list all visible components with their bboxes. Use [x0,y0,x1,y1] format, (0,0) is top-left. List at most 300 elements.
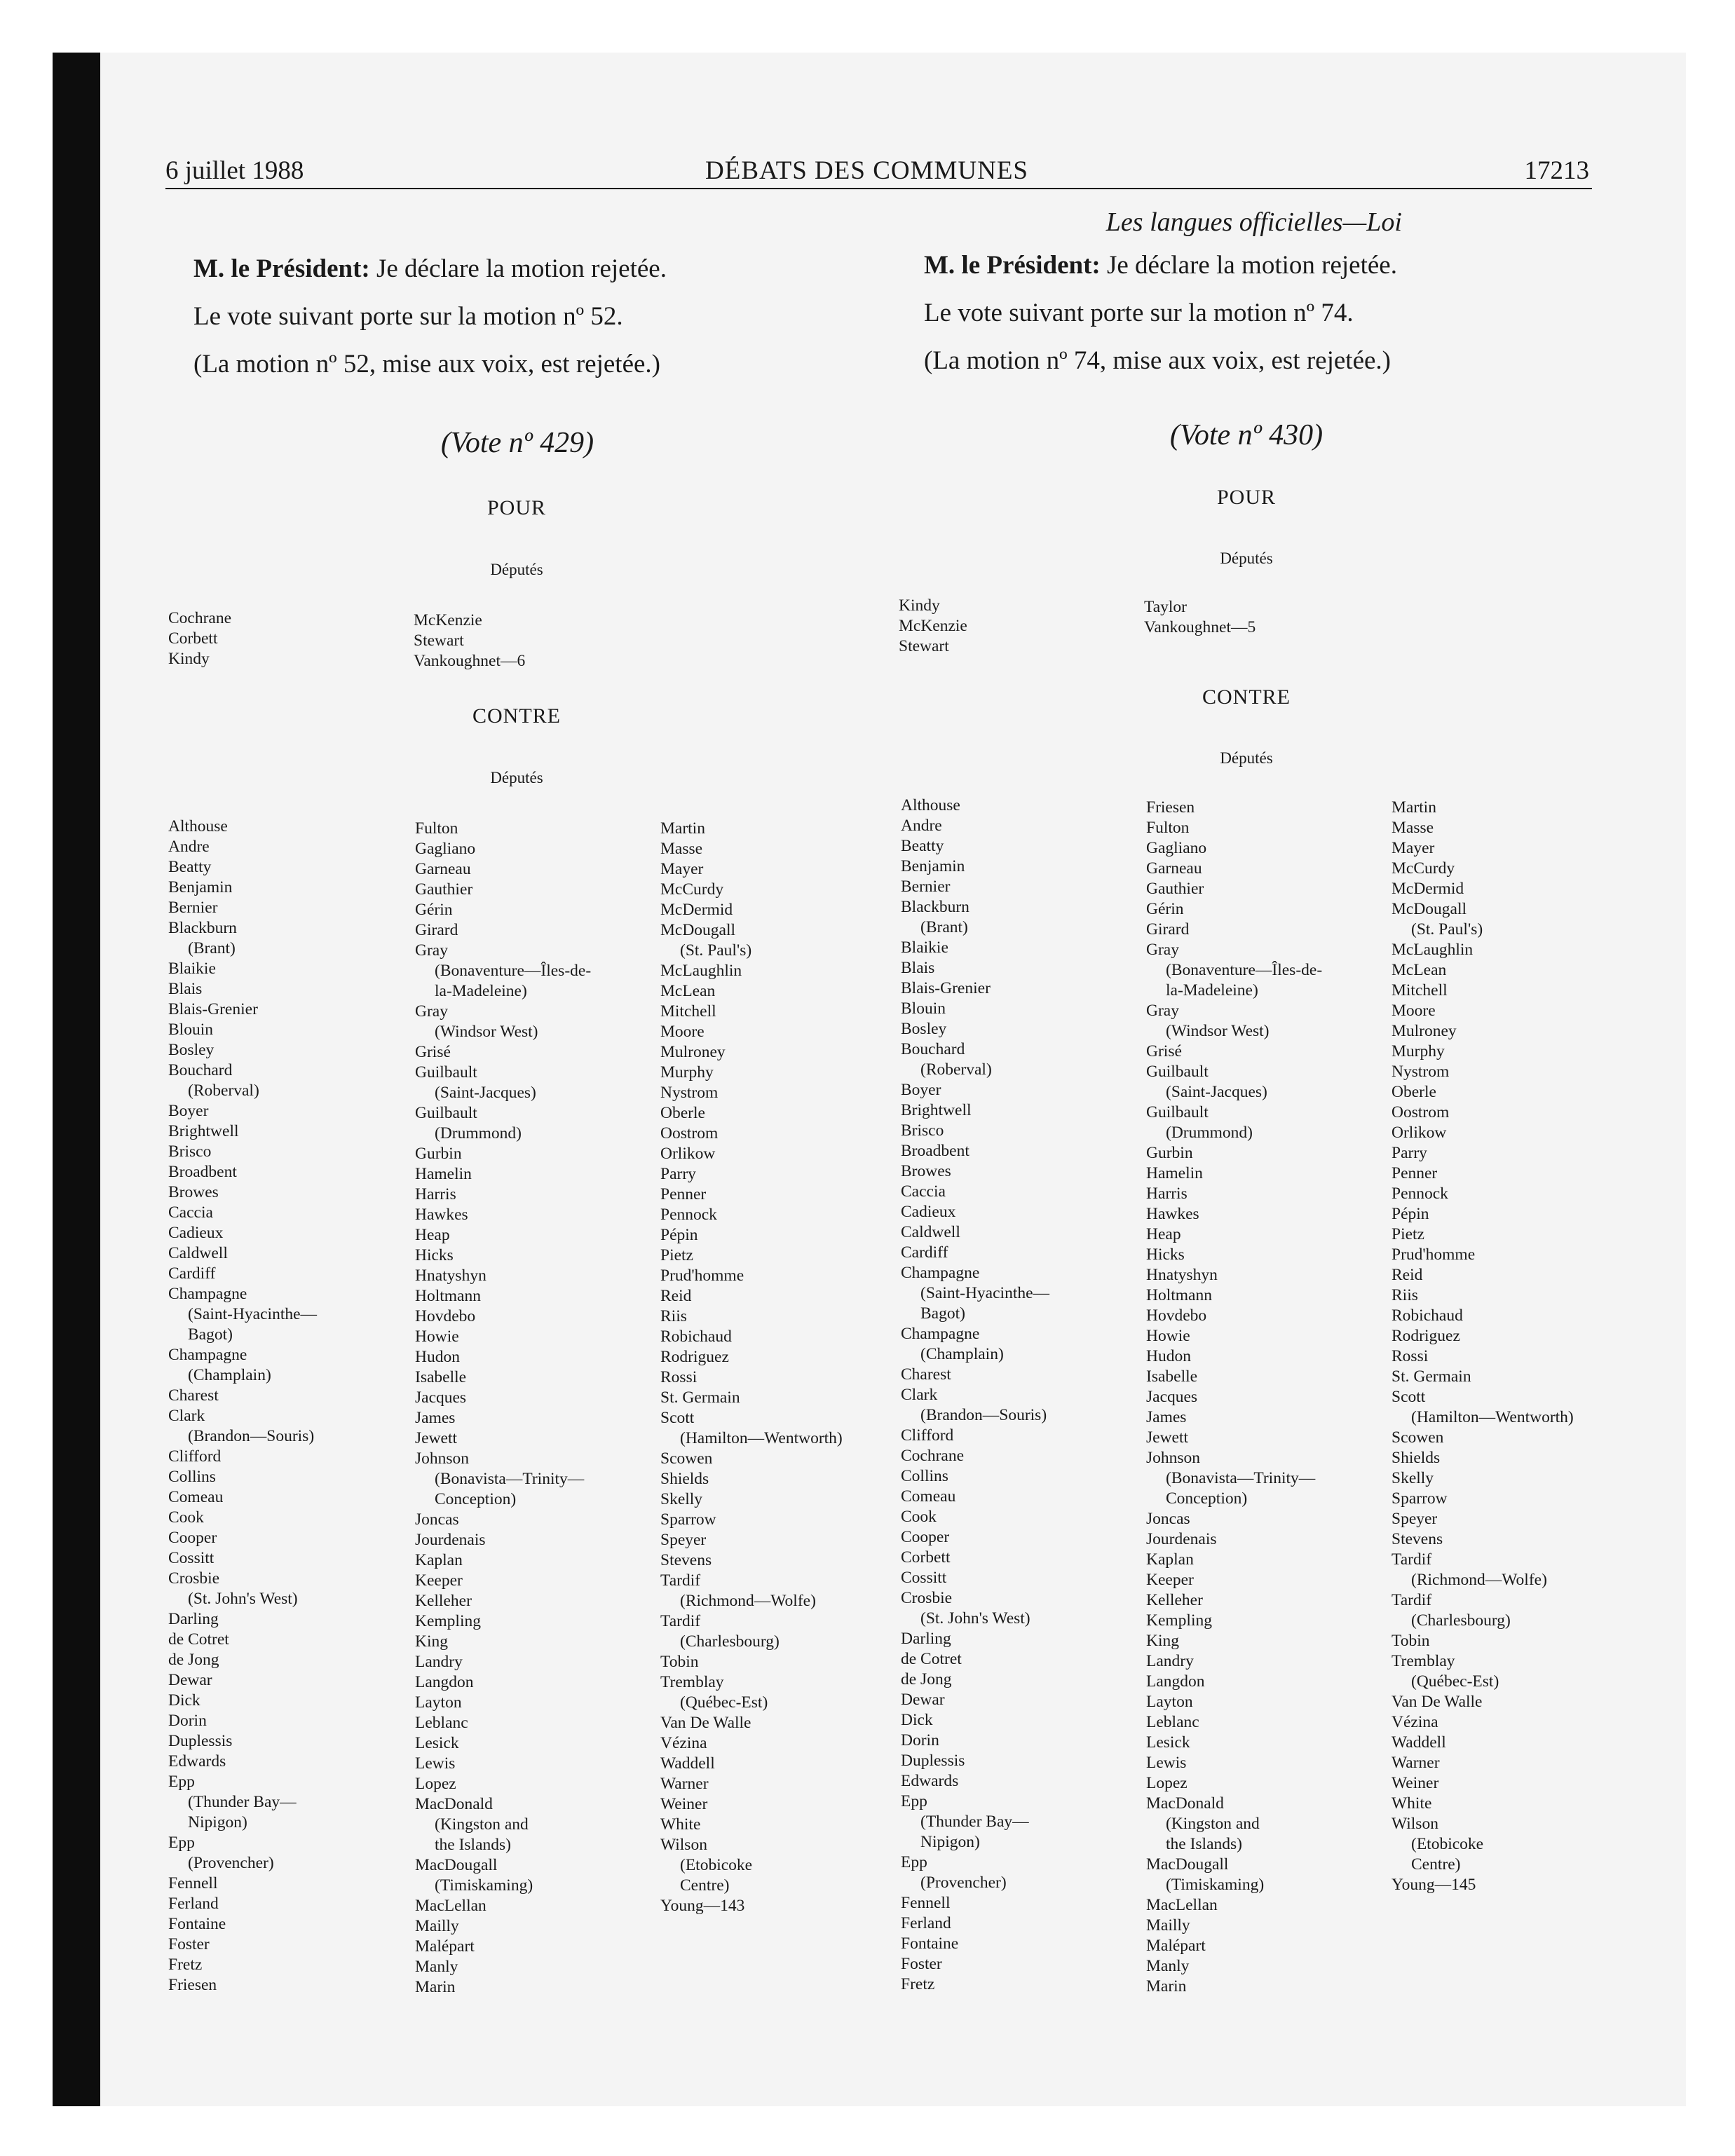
member-name: McCurdy [660,880,724,899]
left-speaker-name: M. le Président: [193,254,370,283]
right-pour-col-1 [899,596,967,657]
left-contre-col-2 [415,819,591,1998]
member-name: Epp [901,1792,927,1810]
member-name: McLaughlin [660,962,742,980]
member-name: Masse [660,840,703,858]
left-result-line: (La motion nº 52, mise aux voix, est rejetée.) [193,350,660,378]
member-name: Gérin [1146,900,1184,918]
member-name: Vézina [1392,1713,1438,1731]
member-name: Althouse [168,817,228,835]
member-name: Ferland [901,1914,951,1932]
member-name: (Brandon—Souris) [188,1427,315,1445]
member-name: Masse [1392,819,1434,837]
member-name: Conception) [1166,1489,1248,1508]
member-name: Leblanc [415,1714,468,1732]
member-name: Fulton [415,819,458,838]
member-name: Hamelin [415,1165,472,1183]
right-result-line: (La motion nº 74, mise aux voix, est rejetée.) [924,346,1391,375]
member-name: Grisé [415,1043,451,1061]
member-name: (Kingston and [435,1815,529,1834]
member-name: (Saint-Hyacinthe— [920,1284,1050,1302]
member-name: Cardiff [168,1264,216,1283]
member-name: MacDonald [1146,1794,1224,1813]
member-name: Mailly [415,1917,459,1935]
member-name: Dewar [901,1691,945,1709]
right-speaker-text: Je déclare la motion rejetée. [1100,251,1397,280]
member-name: Warner [660,1775,709,1793]
member-name: Kaplan [415,1551,463,1569]
member-name: Riis [660,1307,687,1325]
member-name: Waddell [1392,1733,1446,1752]
member-name: (Roberval) [188,1082,259,1100]
member-name: MacDougall [415,1856,498,1874]
member-name: (Thunder Bay— [188,1793,297,1811]
header-date: 6 juillet 1988 [165,156,304,185]
member-name: Martin [660,819,705,838]
member-name: Fretz [901,1975,935,1993]
member-name: McDermid [660,901,733,919]
member-name: Girard [1146,920,1190,939]
member-name: McDougall [1392,900,1467,918]
member-name: (Drummond) [1166,1124,1253,1142]
member-name: Cossitt [168,1549,215,1567]
member-name: Benjamin [901,857,965,875]
member-name: Oberle [660,1104,705,1122]
member-name: Champagne [901,1325,980,1343]
member-name: Scowen [1392,1428,1444,1447]
member-name: Bernier [901,878,951,896]
member-name: Grisé [1146,1042,1182,1060]
member-name: MacLellan [1146,1896,1218,1914]
member-name: Tardif [660,1571,701,1590]
left-vote-heading: (Vote nº 429) [440,427,594,459]
header-title: DÉBATS DES COMMUNES [705,156,1029,185]
member-name: Kempling [415,1612,481,1630]
member-name: Nystrom [1392,1063,1450,1081]
member-name: Young—145 [1392,1876,1476,1894]
member-name: Stevens [1392,1530,1443,1548]
member-name: Foster [901,1955,942,1973]
member-name: Murphy [1392,1042,1445,1060]
member-name: la-Madeleine) [435,982,527,1000]
right-vote-line: Le vote suivant porte sur la motion nº 74. [924,299,1354,327]
member-name: Lesick [1146,1733,1190,1752]
member-name: Tremblay [1392,1652,1455,1670]
member-name: Duplessis [168,1732,233,1750]
left-contre-col-3 [660,819,843,1916]
member-name: Hawkes [415,1206,468,1224]
member-name: Jewett [415,1429,458,1447]
member-name: Caccia [901,1182,946,1201]
member-name: Mulroney [1392,1022,1457,1040]
member-name: Rodriguez [660,1348,729,1366]
member-name: Pépin [660,1226,698,1244]
member-name: Blais [901,959,935,977]
member-name: Langdon [415,1673,474,1691]
member-name: Hovdebo [1146,1306,1207,1325]
member-name: Kempling [1146,1611,1212,1630]
member-name: Hicks [1146,1246,1185,1264]
member-name: Keeper [1146,1571,1194,1589]
member-name: St. Germain [660,1389,740,1407]
member-name: Cadieux [168,1224,224,1242]
member-name: (Québec-Est) [1411,1672,1499,1691]
member-name: Howie [415,1328,459,1346]
member-name: (Bonavista—Trinity— [1166,1469,1316,1487]
member-name: Foster [168,1935,210,1953]
member-name: Marin [1146,1977,1187,1995]
member-name: (Provencher) [188,1854,274,1872]
member-name: (Windsor West) [435,1023,538,1041]
member-name: de Cotret [901,1650,962,1668]
right-contre-col-2 [1146,798,1322,1997]
right-pour-subheading: Députés [1220,550,1273,567]
member-name: (Hamilton—Wentworth) [680,1429,843,1447]
member-name: Joncas [1146,1510,1190,1528]
member-name: Manly [1146,1957,1190,1975]
member-name: Garneau [1146,859,1202,878]
member-name: MacDougall [1146,1855,1229,1874]
member-name: Reid [1392,1266,1423,1284]
member-name: Fennell [901,1894,951,1912]
member-name: (Champlain) [920,1345,1004,1363]
member-name: Taylor [1144,598,1187,616]
member-name: Comeau [901,1487,956,1506]
member-name: Heap [415,1226,450,1244]
member-name: Oostrom [660,1124,719,1142]
member-name: Marin [415,1978,456,1996]
member-name: Gurbin [1146,1144,1193,1162]
member-name: Young—143 [660,1897,745,1915]
member-name: Prud'homme [1392,1246,1476,1264]
member-name: Blouin [901,999,946,1018]
member-name: Skelly [1392,1469,1434,1487]
member-name: (Bonaventure—Îles-de- [1166,961,1323,979]
member-name: Collins [168,1468,216,1486]
left-pour-col-1 [168,608,231,669]
member-name: Tardif [660,1612,701,1630]
member-name: Vankoughnet—5 [1144,618,1256,636]
member-name: Champagne [168,1285,247,1303]
member-name: Clark [901,1386,938,1404]
member-name: Dorin [901,1731,939,1749]
member-name: Guilbault [415,1104,477,1122]
member-name: MacLellan [415,1897,487,1915]
member-name: Charest [901,1365,951,1384]
member-name: McKenzie [899,617,967,635]
member-name: de Jong [901,1670,952,1688]
member-name: Hamelin [1146,1164,1203,1182]
member-name: Browes [901,1162,951,1180]
member-name: (Brandon—Souris) [920,1406,1047,1424]
member-name: James [1146,1408,1187,1426]
right-contre-subheading: Députés [1220,749,1273,767]
right-vote-heading: (Vote nº 430) [1169,419,1324,451]
member-name: (Bonavista—Trinity— [435,1470,585,1488]
member-name: Martin [1392,798,1436,817]
member-name: Kelleher [1146,1591,1203,1609]
member-name: Bagot) [188,1325,233,1344]
member-name: Moore [660,1023,705,1041]
member-name: Broadbent [168,1163,237,1181]
member-name: Heap [1146,1225,1181,1243]
member-name: Epp [901,1853,927,1871]
member-name: Browes [168,1183,219,1201]
member-name: (Québec-Est) [680,1693,768,1712]
member-name: Fontaine [168,1915,226,1933]
member-name: Gauthier [1146,880,1204,898]
member-name: Blais-Grenier [901,979,991,997]
member-name: Cochrane [168,609,232,627]
member-name: McLean [660,982,716,1000]
member-name: (Saint-Jacques) [435,1084,536,1102]
member-name: McDermid [1392,880,1464,898]
member-name: Blouin [168,1021,213,1039]
member-name: Gray [1146,941,1179,959]
member-name: Boyer [901,1081,941,1099]
member-name: Friesen [1146,798,1195,817]
member-name: (Brant) [188,939,236,957]
member-name: Gray [1146,1002,1179,1020]
member-name: Gurbin [415,1145,462,1163]
member-name: (Provencher) [920,1874,1007,1892]
member-name: Edwards [168,1752,226,1770]
member-name: McLean [1392,961,1447,979]
member-name: Mitchell [1392,981,1448,999]
member-name: Tobin [1392,1632,1430,1650]
member-name: Sparrow [660,1510,716,1529]
member-name: Blaikie [168,960,216,978]
member-name: Landry [415,1653,463,1671]
member-name: Scott [1392,1388,1426,1406]
member-name: (Richmond—Wolfe) [1411,1571,1547,1589]
member-name: McDougall [660,921,736,939]
member-name: Brisco [901,1121,944,1140]
right-speaker-line [924,250,1397,280]
member-name: Joncas [415,1510,459,1529]
member-name: (Roberval) [920,1060,992,1079]
member-name: Hicks [415,1246,454,1264]
member-name: Tardif [1392,1550,1432,1569]
member-name: Vankoughnet—6 [414,652,526,670]
member-name: Crosbie [168,1569,220,1588]
member-name: Stewart [899,637,949,655]
member-name: Collins [901,1467,948,1485]
member-name: Malépart [1146,1937,1206,1955]
member-name: Epp [168,1834,195,1852]
member-name: Corbett [168,629,218,648]
member-name: Scott [660,1409,695,1427]
member-name: Lopez [415,1775,456,1793]
member-name: Johnson [415,1449,470,1468]
member-name: the Islands) [435,1836,511,1854]
member-name: Mitchell [660,1002,716,1021]
member-name: Hudon [1146,1347,1191,1365]
member-name: Guilbault [1146,1103,1209,1121]
member-name: Dewar [168,1671,212,1689]
member-name: Pennock [1392,1185,1448,1203]
member-name: Nipigon) [188,1813,247,1831]
member-name: Scowen [660,1449,713,1468]
member-name: Wilson [1392,1815,1438,1833]
member-name: Rodriguez [1392,1327,1460,1345]
right-contre-col-3 [1392,798,1574,1895]
member-name: Speyer [1392,1510,1438,1528]
member-name: Bernier [168,899,218,917]
member-name: Beatty [168,858,212,876]
member-name: Manly [415,1958,458,1976]
member-name: Darling [901,1630,951,1648]
member-name: Hovdebo [415,1307,476,1325]
member-name: Mayer [660,860,704,878]
member-name: Guilbault [415,1063,477,1082]
member-name: Kindy [168,650,210,668]
member-name: Shields [1392,1449,1441,1467]
member-name: Fontaine [901,1935,959,1953]
member-name: (Saint-Hyacinthe— [188,1305,318,1323]
member-name: Holtmann [1146,1286,1212,1304]
member-name: (Drummond) [435,1124,522,1142]
member-name: Pépin [1392,1205,1429,1223]
member-name: Rossi [1392,1347,1429,1365]
member-name: Gray [415,1002,448,1021]
member-name: (Timiskaming) [435,1876,533,1895]
member-name: Murphy [660,1063,714,1082]
member-name: Speyer [660,1531,707,1549]
member-name: Lewis [1146,1754,1187,1772]
member-name: Kaplan [1146,1550,1194,1569]
member-name: Nipigon) [920,1833,980,1851]
member-name: Isabelle [1146,1367,1198,1386]
member-name: Benjamin [168,878,233,896]
member-name: Kindy [899,596,940,615]
member-name: Lopez [1146,1774,1188,1792]
member-name: Johnson [1146,1449,1201,1467]
member-name: Pietz [1392,1225,1424,1243]
member-name: Edwards [901,1772,959,1790]
member-name: (Timiskaming) [1166,1876,1265,1894]
member-name: Cochrane [901,1447,965,1465]
member-name: Mayer [1392,839,1435,857]
member-name: Gagliano [1146,839,1207,857]
member-name: Brisco [168,1142,212,1161]
member-name: (Champlain) [188,1366,271,1384]
member-name: Tobin [660,1653,699,1671]
left-contre-col-1 [168,817,317,1995]
member-name: Bosley [168,1041,215,1059]
member-name: Cardiff [901,1243,948,1262]
member-name: Oberle [1392,1083,1436,1101]
member-name: Layton [415,1693,462,1712]
member-name: Van De Walle [660,1714,751,1732]
member-name: Bouchard [901,1040,965,1058]
member-name: Moore [1392,1002,1436,1020]
member-name: Boyer [168,1102,209,1120]
member-name: Guilbault [1146,1063,1209,1081]
running-title: Les langues officielles—Loi [1105,207,1402,237]
member-name: Pennock [660,1206,717,1224]
member-name: (Charlesbourg) [680,1632,780,1651]
member-name: (St. Paul's) [1411,920,1483,939]
member-name: Fulton [1146,819,1190,837]
member-name: McCurdy [1392,859,1455,878]
member-name: Clifford [168,1447,222,1466]
member-name: Riis [1392,1286,1418,1304]
left-speaker-line [193,254,667,284]
member-name: Hnatyshyn [415,1267,487,1285]
member-name: Penner [1392,1164,1438,1182]
member-name: Charest [168,1386,219,1405]
member-name: McLaughlin [1392,941,1474,959]
member-name: Gérin [415,901,453,919]
member-name: de Cotret [168,1630,229,1649]
member-name: Leblanc [1146,1713,1199,1731]
member-name: Layton [1146,1693,1193,1711]
member-name: Fretz [168,1956,203,1974]
member-name: (St. John's West) [188,1590,298,1608]
member-name: (Kingston and [1166,1815,1260,1833]
member-name: Robichaud [660,1328,732,1346]
member-name: Tardif [1392,1591,1432,1609]
member-name: Duplessis [901,1752,965,1770]
member-name: the Islands) [1166,1835,1242,1853]
member-name: Jourdenais [415,1531,486,1549]
member-name: White [660,1815,701,1834]
member-name: Weiner [1392,1774,1439,1792]
member-name: Andre [168,838,210,856]
member-name: Van De Walle [1392,1693,1483,1711]
left-pour-col-2 [414,610,525,671]
member-name: (Brant) [920,918,968,936]
member-name: Blackburn [901,898,969,916]
member-name: Cooper [901,1528,950,1546]
member-name: Fennell [168,1874,218,1892]
member-name: Gray [415,941,448,960]
member-name: Wilson [660,1836,707,1854]
member-name: de Jong [168,1651,219,1669]
member-name: Howie [1146,1327,1190,1345]
member-name: la-Madeleine) [1166,981,1258,999]
member-name: Cooper [168,1529,217,1547]
member-name: Bouchard [168,1061,233,1079]
member-name: Cossitt [901,1569,947,1587]
member-name: Prud'homme [660,1267,744,1285]
member-name: Langdon [1146,1672,1205,1691]
member-name: Blaikie [901,939,948,957]
member-name: Stewart [414,632,464,650]
member-name: Isabelle [415,1368,467,1386]
member-name: Stevens [660,1551,712,1569]
member-name: Lewis [415,1754,456,1773]
member-name: Hnatyshyn [1146,1266,1218,1284]
member-name: Centre) [1411,1855,1461,1874]
header-page-number: 17213 [1524,156,1589,185]
member-name: Corbett [901,1548,951,1567]
member-name: Jourdenais [1146,1530,1217,1548]
member-name: (Hamilton—Wentworth) [1411,1408,1574,1426]
member-name: Mulroney [660,1043,726,1061]
member-name: Pietz [660,1246,693,1264]
member-name: Brightwell [901,1101,972,1119]
member-name: Ferland [168,1895,219,1913]
member-name: Caccia [168,1203,213,1222]
left-contre-heading: CONTRE [472,704,561,728]
member-name: Andre [901,817,942,835]
member-name: Garneau [415,860,471,878]
member-name: (Thunder Bay— [920,1813,1029,1831]
header-rule [165,188,1592,189]
member-name: Blackburn [168,919,237,937]
